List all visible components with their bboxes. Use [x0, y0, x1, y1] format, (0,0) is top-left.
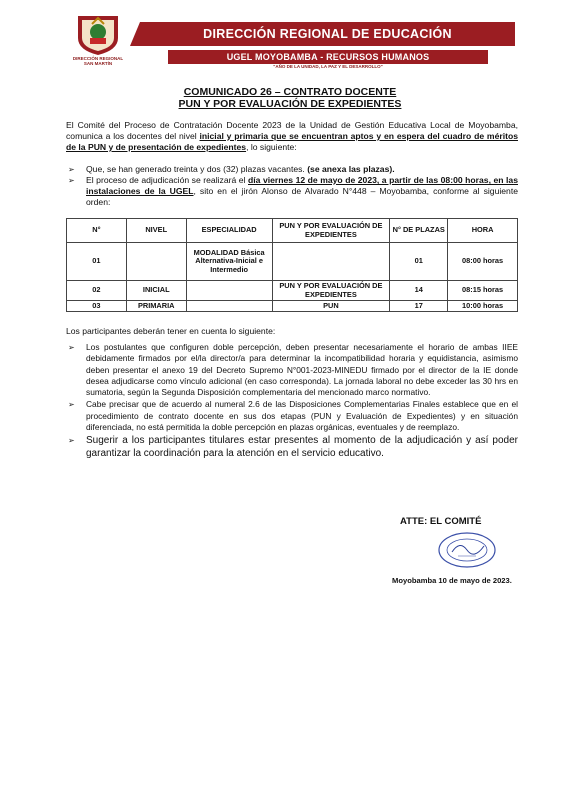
bullet-2-text-1: El proceso de adjudicación se realizará el — [86, 175, 248, 185]
col-header-time: HORA — [448, 219, 518, 243]
bullet-1-bold: (se anexa las plazas). — [307, 164, 395, 174]
table-header-row — [67, 219, 518, 243]
arrow-bullet-icon: ➢ — [68, 343, 75, 352]
cell-number: 02 — [67, 281, 127, 301]
bullet-item — [66, 175, 518, 208]
cell-vacancies: 14 — [390, 281, 448, 301]
table-row — [67, 301, 518, 312]
document-header — [0, 0, 566, 78]
list-item — [66, 342, 518, 398]
cell-evaluation: PUN Y POR EVALUACIÓN DE EXPEDIENTES — [272, 281, 390, 301]
cell-vacancies: 17 — [390, 301, 448, 312]
cell-level — [126, 243, 186, 281]
cell-time: 08:15 horas — [448, 281, 518, 301]
cell-number: 01 — [67, 243, 127, 281]
intro-text-1: El Comité del Proceso de Contratación Docente 2023 de la Unidad de Gestión Educativa Local de Moyobamba, comunica a los docentes del nivel — [66, 120, 518, 141]
schedule-table — [66, 218, 518, 312]
participants-intro: Los participantes deberán tener en cuenta lo siguiente: — [66, 326, 276, 336]
cell-evaluation: PUN — [272, 301, 390, 312]
cell-time: 10:00 horas — [448, 301, 518, 312]
cell-level: PRIMARIA — [126, 301, 186, 312]
communique-title — [60, 86, 520, 110]
intro-underlined: inicial y primaria que se encuentran aptos y en espera del cuadro de méritos de la PUN y de presentación de expedientes — [66, 131, 518, 152]
list-item — [66, 399, 518, 433]
banner-subtitle: UGEL MOYOBAMBA - RECURSOS HUMANOS — [168, 50, 488, 64]
arrow-bullet-icon: ➢ — [68, 400, 75, 410]
table-row — [67, 281, 518, 301]
intro-paragraph — [66, 120, 518, 153]
cell-specialty — [186, 281, 272, 301]
arrow-bullet-icon: ➢ — [68, 176, 75, 185]
banner-motto: "AÑO DE LA UNIDAD, LA PAZ Y EL DESARROLLO" — [273, 64, 383, 69]
cell-specialty: MODALIDAD Básica Alternativa-Inicial e Intermedio — [186, 243, 272, 281]
col-header-level: NIVEL — [126, 219, 186, 243]
intro-text-2: , lo siguiente: — [246, 142, 297, 152]
table-row — [67, 243, 518, 281]
banner-title: DIRECCIÓN REGIONAL DE EDUCACIÓN — [140, 22, 515, 46]
arrow-bullet-icon: ➢ — [68, 165, 75, 174]
title-line-2: PUN Y POR EVALUACIÓN DE EXPEDIENTES — [178, 98, 402, 110]
document-date: Moyobamba 10 de mayo de 2023. — [392, 576, 512, 585]
arrow-bullet-icon: ➢ — [68, 436, 75, 446]
logo-caption: DIRECCIÓN REGIONAL SAN MARTÍN — [72, 56, 124, 66]
bullet-item — [66, 164, 518, 175]
cell-vacancies: 01 — [390, 243, 448, 281]
col-header-evaluation: PUN Y POR EVALUACIÓN DE EXPEDIENTES — [272, 219, 390, 243]
list-item — [66, 434, 518, 460]
col-header-vacancies: N° DE PLAZAS — [390, 219, 448, 243]
cell-number: 03 — [67, 301, 127, 312]
bullet-2-underlined: día viernes 12 de mayo de 2023, a partir de las 08:00 horas, en las instalaciones de la UGEL — [86, 175, 518, 196]
official-stamp-icon — [436, 530, 498, 570]
cell-time: 08:00 horas — [448, 243, 518, 281]
signature-line: ATTE: EL COMITÉ — [400, 516, 482, 527]
considerations-list — [66, 342, 518, 461]
bullet-1-text: Que, se han generado treinta y dos (32) plazas vacantes. — [86, 164, 308, 174]
announcement-bullets — [66, 164, 518, 208]
consideration-text: Sugerir a los participantes titulares estar presentes al momento de la adjudicación y así poder garantizar la coordinación para la atención en el servicio educativo. — [86, 435, 518, 460]
bullet-2-text-2: , sito en el jirón Alonso de Alvarado N°448 – Moyobamba, conforme al siguiente orden: — [86, 186, 518, 207]
consideration-text: Los postulantes que configuren doble percepción, deben presentar necesariamente el horario de ambas IIEE debidamente firmados por el/la director/a para determinar la incompatibilidad horaria y equidistancia, asimismo deben presentar el anexo 19 del Decreto Supremo N°001-2023-MINEDU firmado por el director de la IE donde desea adjudicarse como vínculo adicional (en caso corresponda). La jornada laboral no debe exceder las 30 hrs en sumatoria, según la Segunda Disposición complementaria del mencionado marco normativo. — [86, 342, 518, 398]
consideration-text: Cabe precisar que de acuerdo al numeral 2.6 de las Disposiciones Complementarias Finales establece que en el procedimiento de contrato docente en sus dos etapas (PUN y Evaluación de Expedientes) y en situación diferenciada, no está permitida la doble percepción en plazas orgánicas, eventuales y de reemplazo. — [86, 399, 518, 433]
cell-evaluation — [272, 243, 390, 281]
col-header-number: N° — [67, 219, 127, 243]
title-line-1: COMUNICADO 26 – CONTRATO DOCENTE — [183, 86, 397, 98]
col-header-specialty: ESPECIALIDAD — [186, 219, 272, 243]
cell-level: INICIAL — [126, 281, 186, 301]
cell-specialty — [186, 301, 272, 312]
regional-logo-icon — [72, 12, 124, 56]
